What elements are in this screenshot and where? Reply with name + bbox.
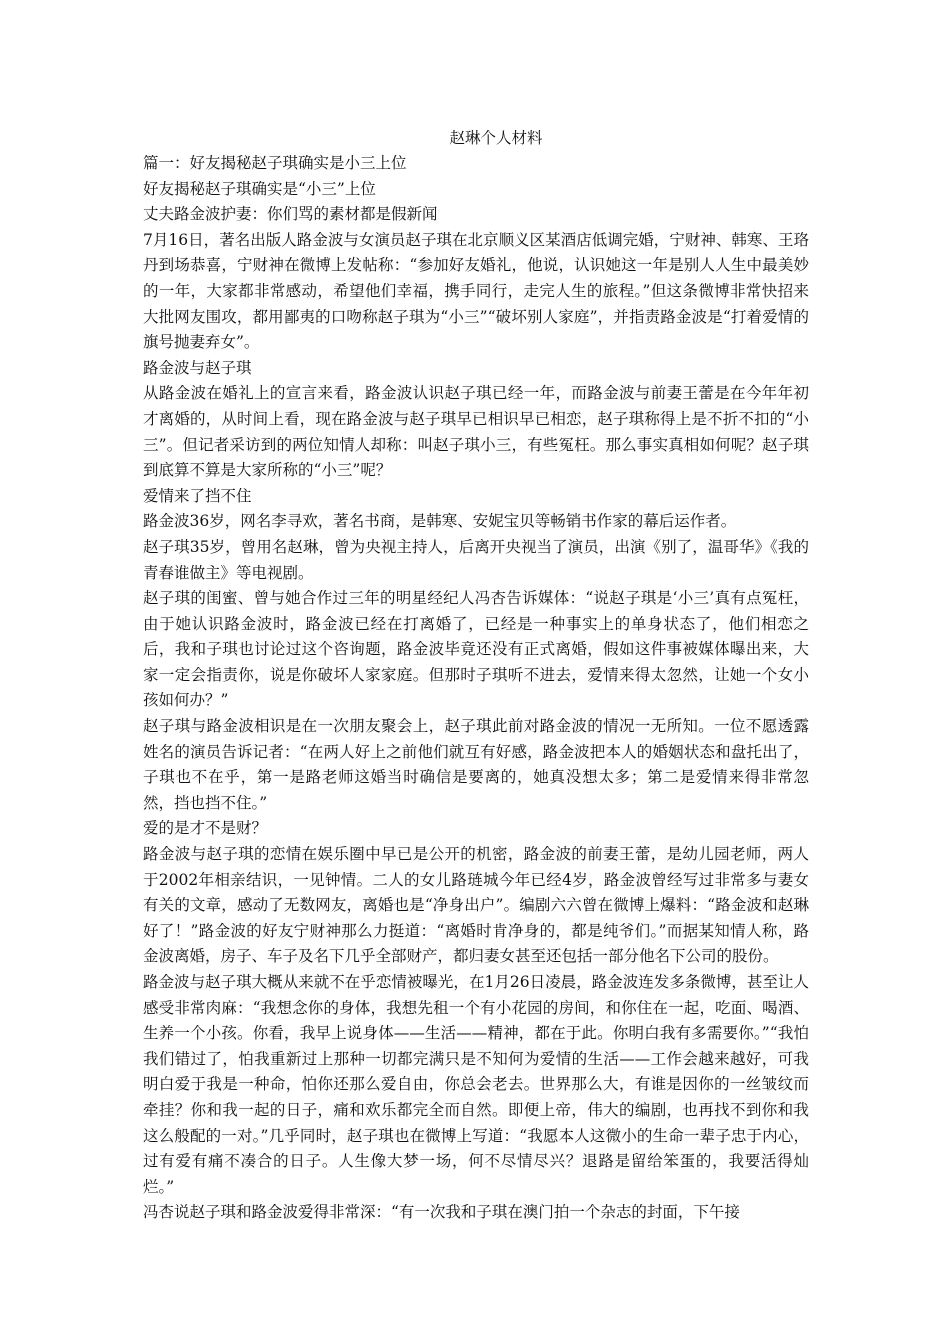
paragraph-13: 路金波与赵子琪的恋情在娱乐圈中早已是公开的机密，路金波的前妻王蕾，是幼儿园老师，两人于2002年相亲结识，一见钟情。二人的女儿路琏城今年已经4岁，路金波曾经写过非常多与妻女有关的文章，感动了无数网友，离婚也是“净身出户”。编剧六六曾在微博上爆料：“路金波和赵琳好了！”路金波的好友宁财神那么力挺道：“离婚时肯净身的，都是纯爷们。”而据某知情人称，路金波离婚，房子、车子及名下几乎全部财产，都归妻女甚至还包括一部分他名下公司的股份。 — [143, 845, 809, 966]
paragraph-1: 篇一：好友揭秘赵子琪确实是小三上位 — [143, 154, 407, 172]
paragraph-8: 路金波36岁，网名李寻欢，著名书商，是韩寒、安妮宝贝等畅销书作家的幕后运作者。 — [143, 512, 737, 531]
paragraph-3: 丈夫路金波护妻：你们骂的素材都是假新闻 — [143, 205, 438, 224]
paragraph-5: 路金波与赵子琪 — [143, 358, 252, 377]
paragraph-15: 冯杏说赵子琪和路金波爱得非常深：“有一次我和子琪在澳门拍一个杂志的封面，下午接 — [143, 1203, 740, 1222]
paragraph-12: 爱的是才不是财？ — [143, 819, 268, 838]
paragraph-14: 路金波与赵子琪大概从来就不在乎恋情被曝光，在1月26日凌晨，路金波连发多条微博，甚至让人感受非常肉麻：“我想念你的身体，我想先租一个有小花园的房间，和你住在一起，吃面、喝酒、生养一个小孩。你看，我早上说身体——生活——精神，都在于此。你明白我有多需要你。”“我怕我们错过了，怕我重新过上那种一切都完满只是不知何为爱情的生活——工作会越来越好，可我明白爱于我是一种命，怕你还那么爱自由，你总会老去。世界那么大，有谁是因你的一丝皱纹而牵挂？你和我一起的日子，痛和欢乐都完全而自然。即便上帝，伟大的编剧，也再找不到你和我这么般配的一对。”几乎同时，赵子琪也在微博上写道：“我愿本人这微小的生命一辈子忠于内心，过有爱有痛不凑合的日子。人生像大梦一场，何不尽情尽兴？退路是留给笨蛋的，我要活得灿烂。” — [143, 973, 809, 1196]
paragraph-9: 赵子琪35岁，曾用名赵琳，曾为央视主持人，后离开央视当了演员，出演《别了，温哥华》《我的青春谁做主》等电视剧。 — [143, 537, 809, 582]
paragraph-2: 好友揭秘赵子琪确实是“小三”上位 — [143, 179, 376, 198]
paragraph-6: 从路金波在婚礼上的宣言来看，路金波认识赵子琪已经一年，而路金波与前妻王蕾是在今年年初才离婚的，从时间上看，现在路金波与赵子琪早已相识早已相恋，赵子琪称得上是不折不扣的“小三”。但记者采访到的两位知情人却称：叫赵子琪小三，有些冤枉。那么事实真相如何呢？赵子琪到底算不算是大家所称的“小三”呢？ — [143, 384, 809, 480]
paragraph-4: 7月16日，著名出版人路金波与女演员赵子琪在北京顺义区某酒店低调完婚，宁财神、韩寒、王珞丹到场恭喜，宁财神在微博上发帖称：“参加好友婚礼，他说，认识她这一年是别人人生中最美妙的一年，大家都非常感动，希望他们幸福，携手同行，走完人生的旅程。”但这条微博非常快招来大批网友围攻，都用鄙夷的口吻称赵子琪为“小三”“破坏别人家庭”，并指责路金波是“打着爱情的旗号抛妻弃女”。 — [143, 230, 809, 352]
paragraph-10: 赵子琪的闺蜜、曾与她合作过三年的明星经纪人冯杏告诉媒体：“说赵子琪是‘小三’真有点冤枉，由于她认识路金波时，路金波已经在打离婚了，已经是一种事实上的单身状态了，他们相恋之后，我和子琪也讨论过这个咨询题，路金波毕竟还没有正式离婚，假如这件事被媒体曝出来，大家一定会指责你，说是你破坏人家家庭。但那时子琪听不进去，爱情来得太忽然，让她一个女小孩如何办？” — [143, 589, 809, 710]
document-body — [143, 126, 809, 1226]
document-title: 赵琳个人材料 — [449, 129, 543, 147]
paragraph-11: 赵子琪与路金波相识是在一次朋友聚会上，赵子琪此前对路金波的情况一无所知。一位不愿透露姓名的演员告诉记者：“在两人好上之前他们就互有好感，路金波把本人的婚姻状态和盘托出了，子琪也不在乎，第一是路老师这婚当时确信是要离的，她真没想太多；第二是爱情来得非常忽然，挡也挡不住。” — [143, 717, 809, 812]
paragraph-7: 爱情来了挡不住 — [143, 486, 252, 505]
